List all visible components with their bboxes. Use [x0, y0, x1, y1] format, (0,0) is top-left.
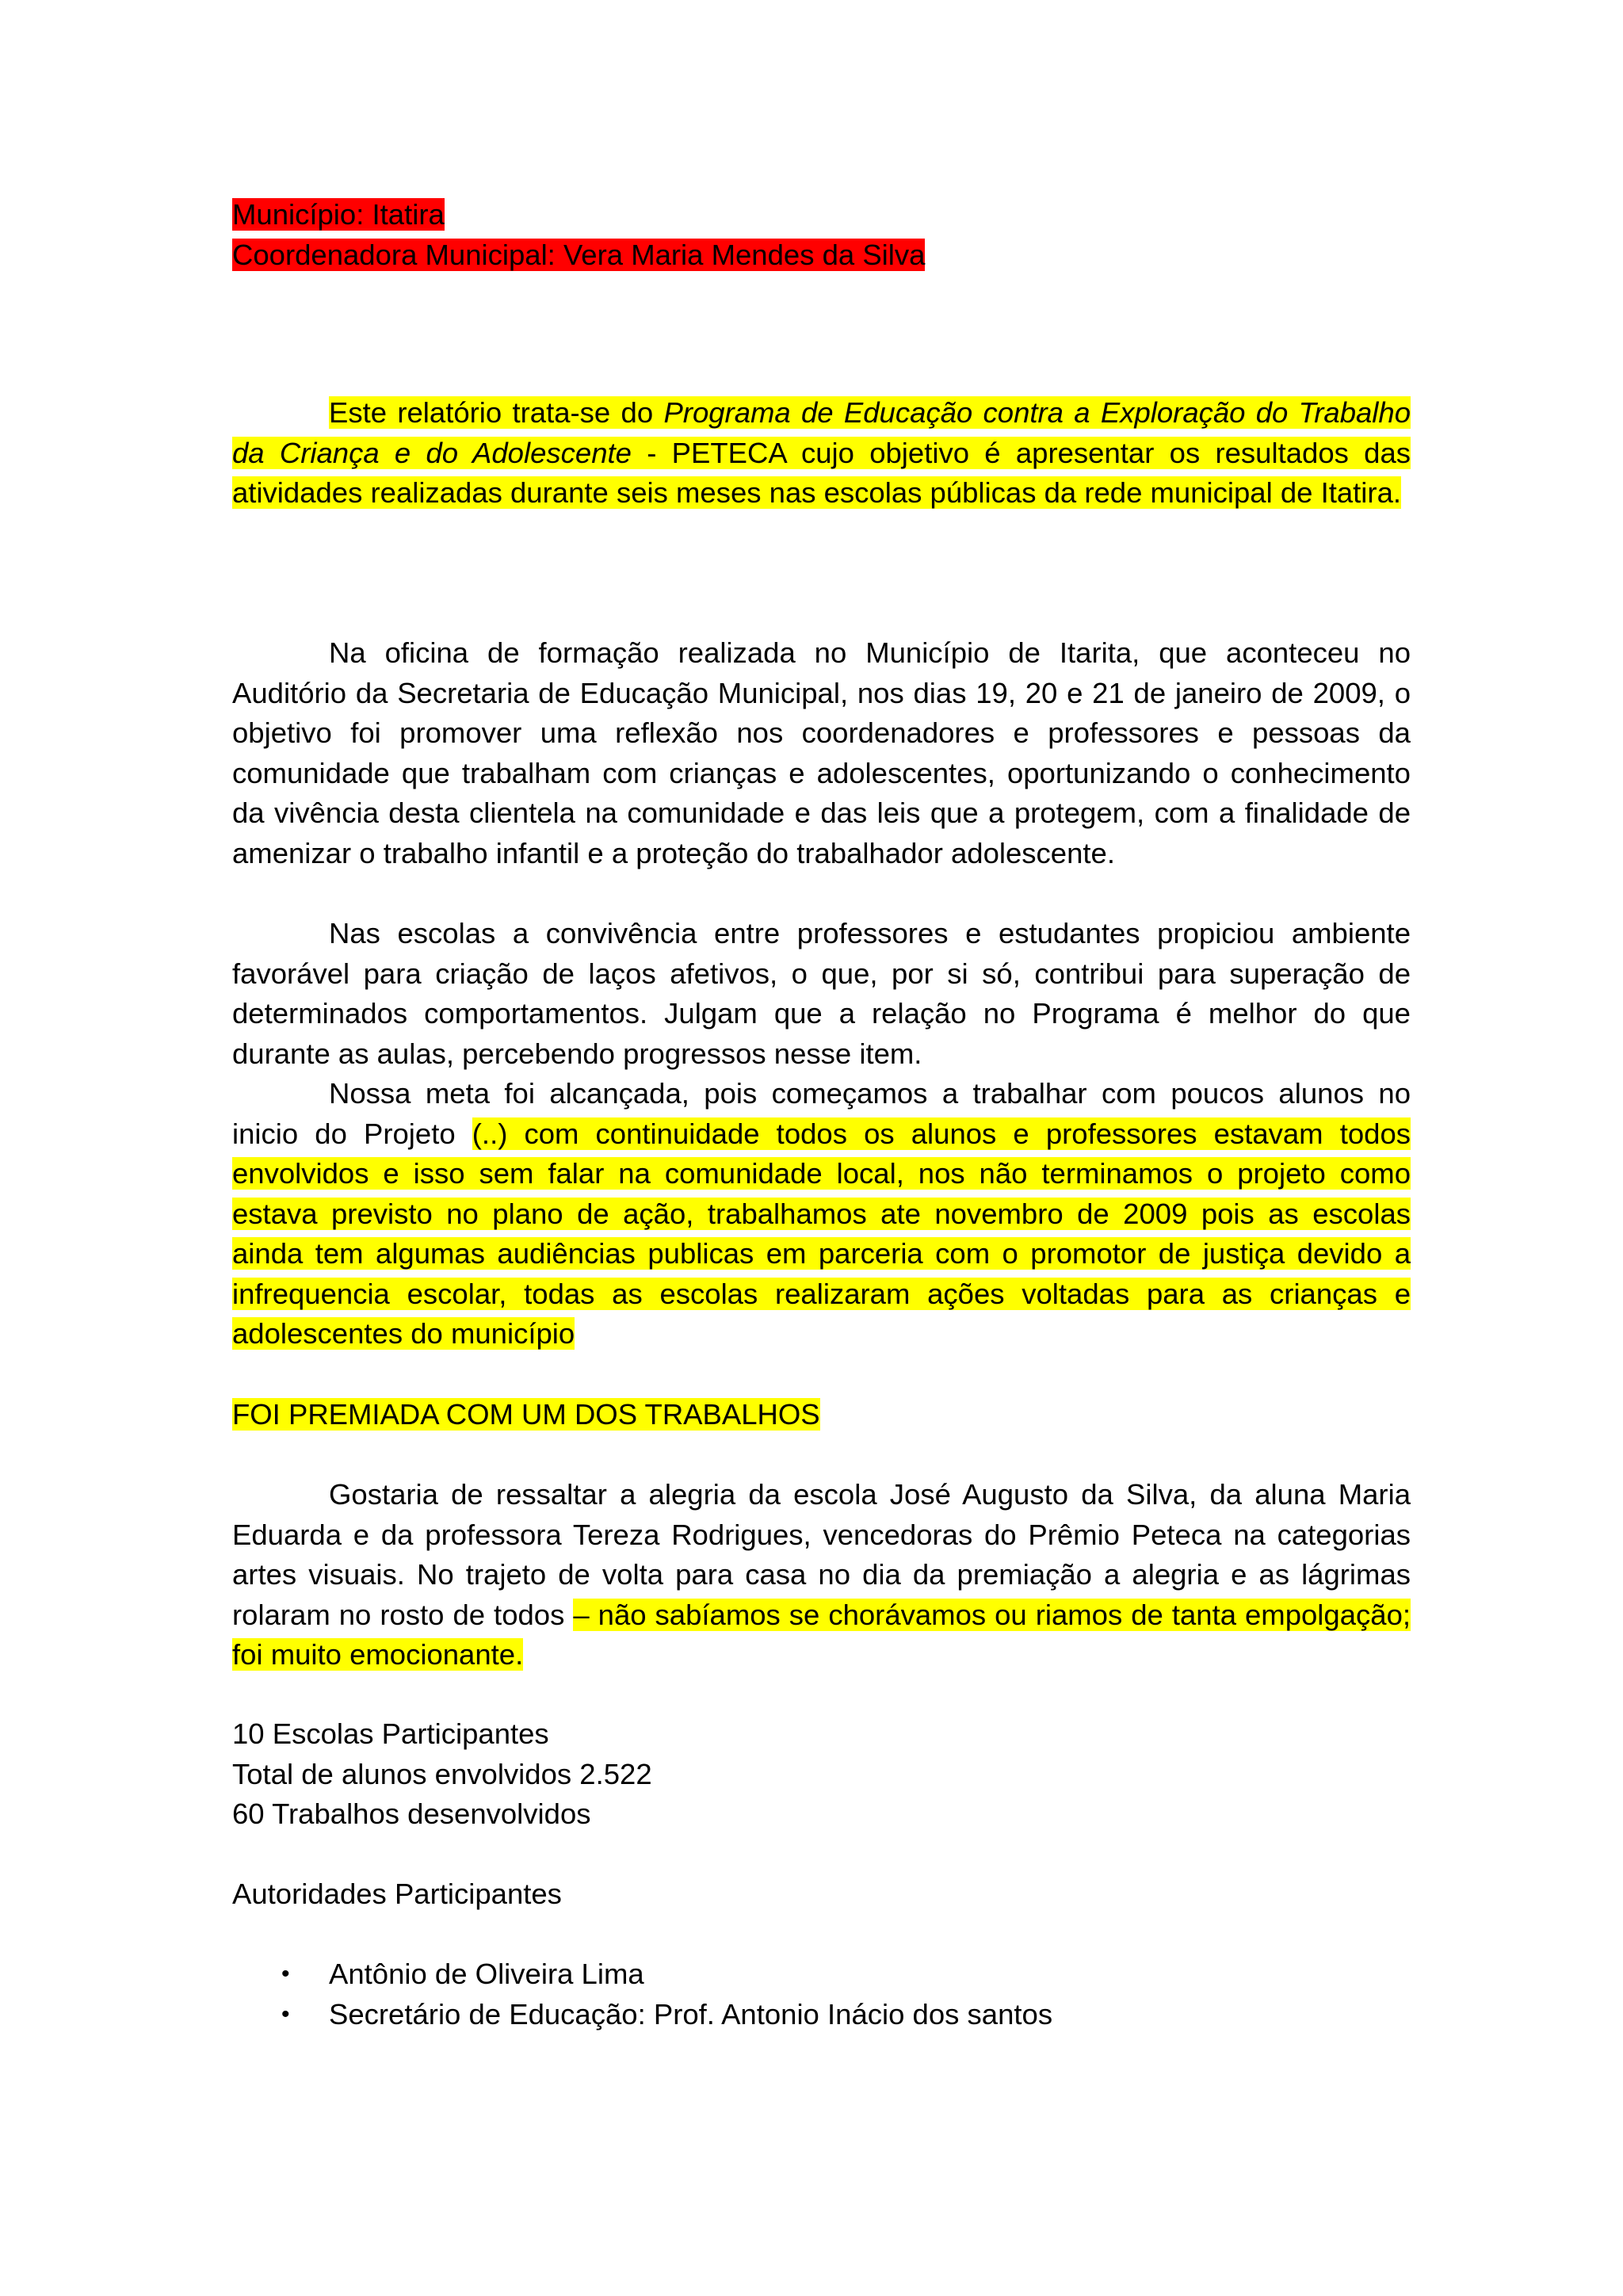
program-name: Programa de Educação contra a Exploração do Trabalho da Criança e do Adolescente — [232, 396, 1411, 469]
premiada-heading: FOI PREMIADA COM UM DOS TRABALHOS — [232, 1398, 820, 1431]
escolas-paragraph: Nas escolas a convivência entre professores e estudantes propiciou ambiente favorável para criação de laços afetivos, o que, por si só, contribui para superação de determinados comportamentos. Julgam que a relação no Programa é melhor do que durante as aulas, percebendo progressos nesse item. — [232, 917, 1411, 1070]
intro-text-end: - PETECA cujo objetivo é apresentar os resultados das atividades realizadas durante seis meses nas escolas públicas da rede municipal de Itatira. — [232, 436, 1411, 509]
stat-trabalhos: 60 Trabalhos desenvolvidos — [232, 1797, 591, 1830]
intro-paragraph — [232, 393, 1411, 514]
meta-highlight: (..) com continuidade todos os alunos e professores estavam todos envolvidos e isso sem falar na comunidade local, nos não terminamos o projeto como estava previsto no plano de ação, trabalhamos ate novembro de 2009 pois as escolas ainda tem algumas audiências publicas em parceria com o promotor de justiça devido a infrequencia escolar, todas as escolas realizaram ações voltadas para as crianças e adolescentes do município — [232, 1117, 1411, 1350]
header-block — [232, 195, 1411, 275]
autoridades-title: Autoridades Participantes — [232, 1878, 562, 1910]
intro-text-start: Este relatório trata-se do — [329, 396, 664, 429]
gostaria-paragraph — [232, 1475, 1411, 1675]
coordenadora-line: Coordenadora Municipal: Vera Maria Mendes da Silva — [232, 238, 926, 271]
stats-block — [232, 1714, 1411, 1835]
list-item — [232, 1995, 1411, 2035]
meta-text: Nossa meta foi alcançada, pois começamos a trabalhar com poucos alunos no inicio do Projeto — [232, 1077, 1411, 1150]
oficina-paragraph: Na oficina de formação realizada no Município de Itarita, que aconteceu no Auditório da Secretaria de Educação Municipal, nos dias 19, 20 e 21 de janeiro de 2009, o objetivo foi promover uma reflexão nos coordenadores e professores e pessoas da comunidade que trabalham com crianças e adolescentes, oportunizando o conhecimento da vivência desta clientela na comunidade e das leis que a protegem, com a finalidade de amenizar o trabalho infantil e a proteção do trabalhador adolescente. — [232, 636, 1411, 869]
gostaria-text: Gostaria de ressaltar a alegria da escola José Augusto da Silva, da aluna Maria Eduarda e da professora Tereza Rodrigues, vencedoras do Prêmio Peteca na categorias artes visuais. No trajeto de volta para casa no dia da premiação a alegria e as lágrimas rolaram no rosto de todos — [232, 1478, 1411, 1631]
stat-escolas: 10 Escolas Participantes — [232, 1717, 549, 1750]
autoridade-name: Antônio de Oliveira Lima — [329, 1958, 644, 1990]
meta-paragraph — [232, 1074, 1411, 1354]
gostaria-highlight: – não sabíamos se chorávamos ou riamos de tanta empolgação; foi muito emocionante. — [232, 1598, 1411, 1671]
bullet-icon: • — [281, 1961, 290, 1987]
stat-alunos: Total de alunos envolvidos 2.522 — [232, 1757, 652, 1790]
autoridades-list — [232, 1954, 1411, 2034]
municipio-line: Município: Itatira — [232, 198, 445, 231]
list-item — [232, 1954, 1411, 1995]
autoridade-name: Secretário de Educação: Prof. Antonio Inácio dos santos — [329, 1997, 1053, 2030]
bullet-icon: • — [281, 2000, 290, 2027]
